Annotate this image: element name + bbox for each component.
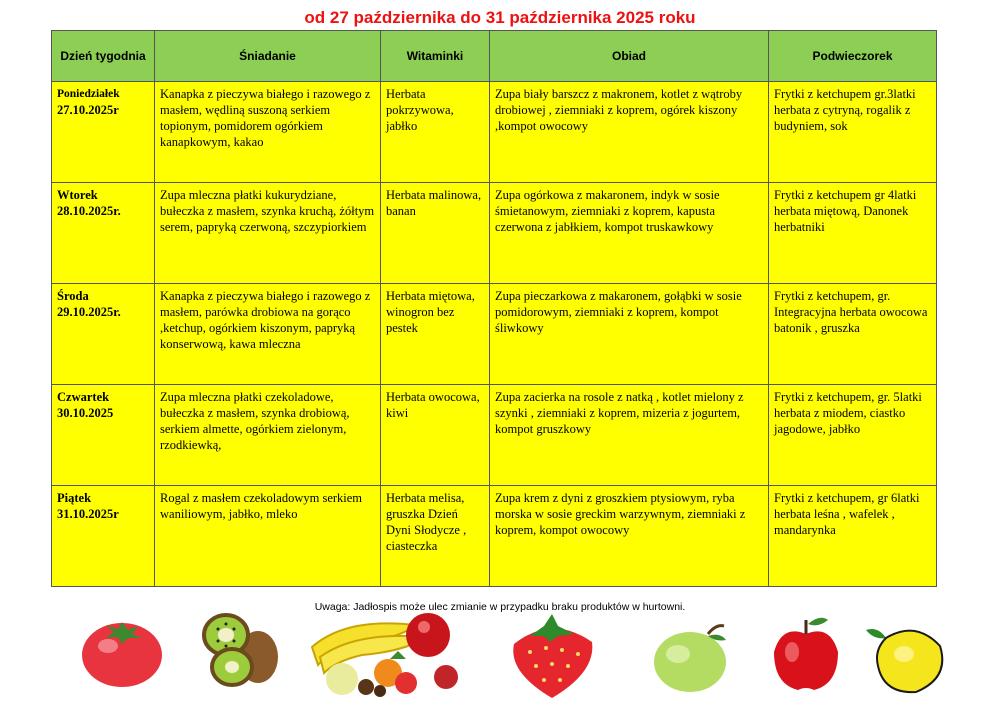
snack-cell: Frytki z ketchupem, gr. 5latki herbata z miodem, ciastko jagodowe, jabłko bbox=[769, 385, 937, 486]
day-cell bbox=[52, 82, 155, 183]
strawberry-icon bbox=[500, 612, 604, 700]
kiwi-icon bbox=[196, 605, 286, 690]
breakfast-cell: Zupa mleczna płatki czekoladowe, bułeczka z masłem, szynka drobiową, serkiem almette, ogórkiem zielonym, rzodkiewką, bbox=[155, 385, 381, 486]
apple-icon bbox=[768, 612, 844, 694]
day-date: 29.10.2025r. bbox=[57, 305, 121, 319]
header-vitamins: Witaminki bbox=[381, 31, 490, 82]
snack-cell: Frytki z ketchupem gr.3latki herbata z cytryną, rogalik z budyniem, sok bbox=[769, 82, 937, 183]
table-row bbox=[52, 82, 937, 183]
header-lunch: Obiad bbox=[490, 31, 769, 82]
quince-icon bbox=[856, 616, 952, 696]
menu-title: od 27 października do 31 października 2025 roku bbox=[304, 8, 696, 27]
vitamins-cell: Herbata melisa, gruszka Dzień Dyni Słodycze , ciasteczka bbox=[381, 486, 490, 587]
day-date: 30.10.2025 bbox=[57, 406, 114, 420]
lunch-cell: Zupa pieczarkowa z makaronem, gołąbki w sosie pomidorowym, ziemniaki z koprem, kompot śliwkowy bbox=[490, 284, 769, 385]
tomato-icon bbox=[78, 610, 166, 690]
fruit-basket-icon bbox=[306, 607, 468, 697]
day-name: Piątek bbox=[57, 491, 92, 505]
day-name: Środa bbox=[57, 289, 89, 303]
day-cell bbox=[52, 183, 155, 284]
day-name: Czwartek bbox=[57, 390, 110, 404]
menu-table bbox=[51, 30, 937, 587]
lunch-cell: Zupa biały barszcz z makronem, kotlet z wątroby drobiowej , ziemniaki z koprem, ogórek kiszony ,kompot owocowy bbox=[490, 82, 769, 183]
header-row bbox=[52, 31, 937, 82]
snack-cell: Frytki z ketchupem gr 4latki herbata miętową, Danonek herbatniki bbox=[769, 183, 937, 284]
day-name: Wtorek bbox=[57, 188, 98, 202]
day-name: Poniedziałek bbox=[57, 88, 120, 100]
breakfast-cell: Rogal z masłem czekoladowym serkiem waniliowym, jabłko, mleko bbox=[155, 486, 381, 587]
day-cell bbox=[52, 486, 155, 587]
breakfast-cell: Zupa mleczna płatki kukurydziane, bułeczka z masłem, szynka kruchą, żółtym serem, papryką czerwoną, szczypiorkiem bbox=[155, 183, 381, 284]
day-cell bbox=[52, 385, 155, 486]
lunch-cell: Zupa krem z dyni z groszkiem ptysiowym, ryba morska w sosie greckim warzywnym, ziemniaki z koprem, kompot owocowy bbox=[490, 486, 769, 587]
day-cell bbox=[52, 284, 155, 385]
table-row bbox=[52, 183, 937, 284]
vitamins-cell: Herbata miętowa, winogron bez pestek bbox=[381, 284, 490, 385]
day-date: 27.10.2025r bbox=[57, 103, 119, 117]
day-date: 28.10.2025r. bbox=[57, 204, 121, 218]
breakfast-cell: Kanapka z pieczywa białego i razowego z masłem, wędliną suszoną serkiem topionym, pomidorem ogórkiem kanapkowym, kakao bbox=[155, 82, 381, 183]
snack-cell: Frytki z ketchupem, gr 6latki herbata leśna , wafelek , mandarynka bbox=[769, 486, 937, 587]
table-row bbox=[52, 284, 937, 385]
vitamins-cell: Herbata owocowa, kiwi bbox=[381, 385, 490, 486]
vitamins-cell: Herbata malinowa, banan bbox=[381, 183, 490, 284]
breakfast-cell: Kanapka z pieczywa białego i razowego z masłem, parówka drobiowa na gorąco ,ketchup, ogórkiem kiszonym, papryką konserwową, kawa mleczna bbox=[155, 284, 381, 385]
day-date: 31.10.2025r bbox=[57, 507, 119, 521]
snack-cell: Frytki z ketchupem, gr. Integracyjna herbata owocowa batonik , gruszka bbox=[769, 284, 937, 385]
lunch-cell: Zupa ogórkowa z makaronem, indyk w sosie śmietanowym, ziemniaki z koprem, kapusta czerwona z jabłkiem, kompot truskawkowy bbox=[490, 183, 769, 284]
header-breakfast: Śniadanie bbox=[155, 31, 381, 82]
header-snack: Podwieczorek bbox=[769, 31, 937, 82]
table-row bbox=[52, 486, 937, 587]
table-row bbox=[52, 385, 937, 486]
header-day: Dzień tygodnia bbox=[52, 31, 155, 82]
vitamins-cell: Herbata pokrzywowa, jabłko bbox=[381, 82, 490, 183]
lunch-cell: Zupa zacierka na rosole z natką , kotlet mielony z szynki , ziemniaki z koprem, mizeria z jogurtem, kompot gruszkowy bbox=[490, 385, 769, 486]
menu-note: Uwaga: Jadłospis może ulec zmianie w przypadku braku produktów w hurtowni. bbox=[314, 601, 686, 613]
pear-icon bbox=[650, 620, 734, 695]
